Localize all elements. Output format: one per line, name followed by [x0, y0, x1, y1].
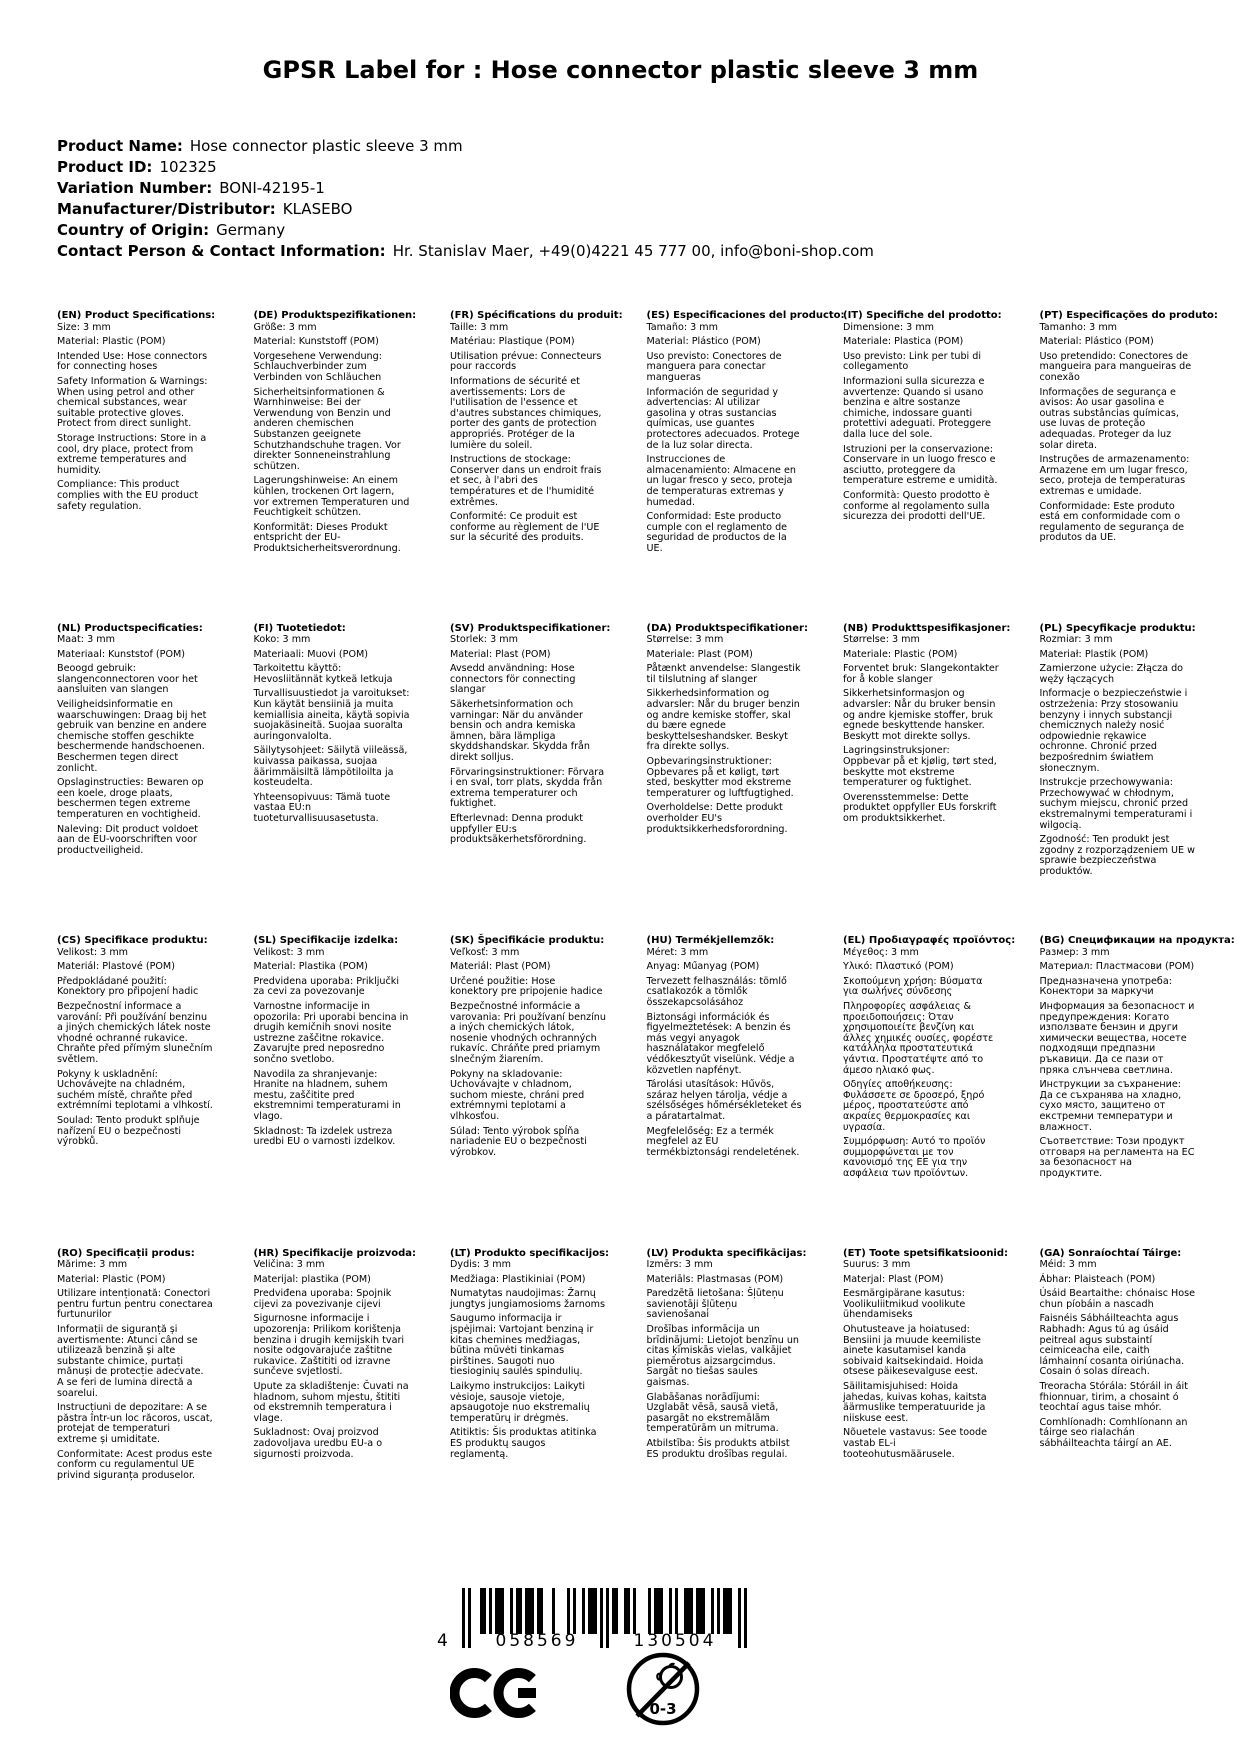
lang-block-ga — [1040, 1249, 1196, 1562]
product-name-row — [57, 136, 874, 157]
spec-paragraph: Drošības informācija un brīdinājumi: Lietojot benzīnu un citas ķīmiskās vielas, valkājiet piemērotus aizsargcimdus. Sargāt no tiešas saules gaismas. — [646, 1324, 799, 1389]
spec-paragraph: Instrukcje przechowywania: Przechowywać w chłodnym, suchym miejscu, chronić przed ekstremalnymi temperaturami i wilgocią. — [1039, 777, 1193, 831]
spec-paragraph: Sukladnost: Ovaj proizvod zadovoljava uredbu EU-a o sigurnosti proizvoda. — [253, 1427, 383, 1460]
page-title: GPSR Label for : Hose connector plastic sleeve 3 mm — [262, 56, 979, 84]
spec-paragraph: Sigurnosne informacije i upozorenja: Prilikom korištenja benzina i drugih kemijskih tvari nosite odgovarajuće zaštitne rukavice. Zaštititi od izravne sunčeve svjetlosti. — [253, 1313, 405, 1378]
spec-paragraph: Intended Use: Hose connectors for connecting hoses — [57, 350, 208, 373]
lang-block-title: (SK) Špecifikácie produktu: — [450, 935, 605, 946]
spec-paragraph: Materiaali: Muovi (POM) — [253, 648, 369, 660]
lang-block-title: (LT) Produkto specifikacijos: — [450, 1247, 610, 1259]
spec-paragraph: Koko: 3 mm — [253, 634, 311, 646]
spec-paragraph: Συμμόρφωση: Αυτό το προϊόν συμμορφώνεται με τον κανονισμό της ΕΕ για την ασφάλεια των προϊόντων. — [843, 1136, 986, 1179]
ce-mark-icon — [450, 1662, 542, 1724]
lang-block-lt — [450, 1247, 610, 1562]
barcode-left-digits: 058569 — [495, 1631, 579, 1651]
barcode-module — [744, 1588, 747, 1648]
lang-block-hr — [253, 1247, 417, 1562]
spec-paragraph: Σκοπούμενη χρήση: Βύσματα για σωλήνες σύνδεσης — [843, 975, 983, 998]
spec-paragraph: Faisnéis Sábháilteachta agus Rabhadh: Agus tú ag úsáid peitreal agus substaintí ceimiceacha eile, caith lámhainní cosanta oiriúnacha. Cosain ó solas díreach. — [1039, 1313, 1185, 1378]
contact-label: Contact Person & Contact Information: — [57, 242, 386, 260]
spec-paragraph: Zamierzone użycie: Złącza do węży łączących — [1039, 663, 1184, 685]
lang-block-title: (ET) Toote spetsifikatsioonid: — [843, 1247, 1009, 1259]
spec-paragraph: Größe: 3 mm — [253, 321, 317, 333]
lang-block-title: (FR) Spécifications du produit: — [450, 310, 623, 321]
spec-paragraph: Utilisation prévue: Connecteurs pour raccords — [450, 350, 602, 373]
spec-paragraph: Μέγεθος: 3 mm — [843, 946, 919, 958]
barcode-right-digits: 130504 — [633, 1631, 717, 1651]
spec-paragraph: Méret: 3 mm — [646, 946, 709, 958]
spec-paragraph: Velikost: 3 mm — [57, 946, 129, 958]
spec-paragraph: Съответствие: Този продукт отговаря на регламента на ЕС за безопасност на продуктите. — [1039, 1136, 1195, 1179]
lang-block-title: (NB) Produkttspesifikasjoner: — [843, 622, 1011, 634]
spec-paragraph: Úsáid Beartaithe: chónaisc Hose chun píobáin a nascadh — [1039, 1288, 1196, 1310]
spec-paragraph: Atbilstība: Šis produkts atbilst ES produktu drošības regulai. — [646, 1438, 790, 1460]
spec-paragraph: Materiaal: Kunststof (POM) — [57, 648, 186, 660]
lang-block-title: (EL) Προδιαγραφές προϊόντος: — [843, 935, 1016, 946]
spec-paragraph: Material: Plastika (POM) — [253, 961, 368, 973]
variation-number-label: Variation Number: — [57, 179, 213, 197]
spec-paragraph: Dimensione: 3 mm — [843, 321, 935, 333]
lang-block-title: (SL) Specifikacije izdelka: — [253, 935, 399, 946]
country-of-origin-value: Germany — [216, 221, 286, 239]
lang-block-title: (PT) Especificações do produto: — [1039, 310, 1218, 321]
spec-paragraph: Dydis: 3 mm — [450, 1259, 511, 1271]
spec-paragraph: Utilizare intenționată: Conectori pentru furtun pentru conectarea furtunurilor — [57, 1288, 213, 1321]
lang-block-nl — [57, 624, 213, 937]
lang-block-title: (EN) Product Specifications: — [57, 310, 216, 321]
spec-paragraph: Eesmärgipärane kasutus: Voolikuliitmikud voolikute ühendamiseks — [843, 1288, 966, 1321]
spec-paragraph: Materiale: Plast (POM) — [646, 648, 753, 660]
lang-block-fi — [254, 624, 410, 937]
spec-paragraph: Istruzioni per la conservazione: Conservare in un luogo fresco e asciutto, proteggere da temperature estreme e umidità. — [843, 443, 998, 487]
spec-paragraph: Maat: 3 mm — [57, 634, 115, 646]
age-warning-0-3-icon — [624, 1650, 702, 1728]
lang-block-cs — [57, 936, 213, 1249]
spec-paragraph: Säilitamisjuhised: Hoida jahedas, kuivas kohas, kaitsta äärmuslike temperatuuride ja niiskuse eest. — [843, 1381, 987, 1424]
barcode-prefix-digit: 4 — [437, 1631, 448, 1651]
spec-paragraph: Tamaño: 3 mm — [646, 321, 718, 333]
spec-paragraph: Overholdelse: Dette produkt overholder EU's produktsikkerhedsforordning. — [646, 802, 788, 835]
spec-paragraph: Materiál: Plast (POM) — [450, 961, 551, 973]
spec-paragraph: Material: Kunststoff (POM) — [253, 336, 379, 348]
lang-block-title: (DE) Produktspezifikationen: — [253, 310, 417, 321]
spec-paragraph: Anyag: Műanyag (POM) — [646, 961, 760, 973]
spec-paragraph: Säkerhetsinformation och varningar: När du använder bensin och andra kemiska ämnen, bära lämpliga skyddshandskar. Skydda från direkt solljus. — [450, 699, 590, 764]
language-specs-grid — [57, 311, 1236, 1561]
spec-paragraph: Efterlevnad: Denna produkt uppfyller EU:s produktsäkerhetsförordning. — [450, 813, 587, 846]
spec-paragraph: Glabāšanas norādījumi: Uzglabāt vēsā, sausā vietā, pasargāt no ekstremālām temperatūrām un mitruma. — [646, 1391, 779, 1435]
lang-block-sv — [450, 622, 611, 937]
spec-paragraph: Materiale: Plastica (POM) — [843, 336, 964, 348]
spec-paragraph: Material: Plast (POM) — [450, 648, 551, 660]
spec-paragraph: Méid: 3 mm — [1039, 1259, 1097, 1271]
product-id-label: Product ID: — [57, 158, 153, 176]
spec-paragraph: Lagringsinstruksjoner: Oppbevar på et kjølig, tørt sted, beskytte mot ekstreme temperaturer og fuktighet. — [843, 745, 997, 789]
variation-number-row — [57, 178, 874, 199]
spec-paragraph: Veiligheidsinformatie en waarschuwingen: Draag bij het gebruik van benzine en andere chemische stoffen geschikte beschermende handschoenen. Beschermen tegen direct zonlicht. — [57, 699, 207, 774]
spec-paragraph: Instrucțiuni de depozitare: A se păstra într-un loc răcoros, uscat, protejat de temperaturi extreme și umiditate. — [57, 1402, 213, 1445]
spec-paragraph: Soulad: Tento produkt splňuje nařízení EU o bezpečnosti výrobků. — [57, 1114, 200, 1148]
spec-paragraph: Naleving: Dit product voldoet aan de EU-voorschriften voor productveiligheid. — [57, 823, 199, 856]
spec-paragraph: Предназначена употреба: Конектори за маркучи — [1039, 975, 1172, 998]
spec-paragraph: Tárolási utasítások: Hűvös, száraz helyen tárolja, védje a szélsőséges hőmérsékleteket és a páratartalmat. — [646, 1079, 802, 1122]
lang-block-es — [646, 310, 845, 624]
spec-paragraph: Materijal: plastika (POM) — [253, 1273, 371, 1285]
spec-paragraph: Tamanho: 3 mm — [1039, 321, 1118, 333]
spec-paragraph: Размер: 3 mm — [1039, 946, 1110, 958]
spec-paragraph: Instructions de stockage: Conserver dans un endroit frais et sec, à l'abri des températures et de l'humidité extrêmes. — [450, 454, 602, 508]
spec-paragraph: Veličina: 3 mm — [253, 1259, 325, 1271]
lang-block-et — [843, 1247, 1009, 1562]
age-range-text: 0-3 — [649, 1700, 677, 1718]
spec-paragraph: Uso pretendido: Conectores de mangueira para mangueiras de conexão — [1039, 350, 1192, 383]
spec-paragraph: Size: 3 mm — [57, 321, 111, 333]
spec-paragraph: Tarkoitettu käyttö: Hevosliitännät kytkeä letkuja — [253, 663, 393, 685]
spec-paragraph: Ábhar: Plaisteach (POM) — [1039, 1273, 1156, 1285]
lang-block-hu — [647, 936, 803, 1249]
manufacturer-label: Manufacturer/Distributor: — [57, 200, 276, 218]
spec-paragraph: Súlad: Tento výrobok spĺňa nariadenie EÚ o bezpečnosti výrobkov. — [450, 1125, 587, 1158]
spec-paragraph: Megfelelőség: Ez a termék megfelel az EU termékbiztonsági rendeletének. — [646, 1125, 800, 1158]
spec-paragraph: Uso previsto: Conectores de manguera para conectar mangueras — [646, 350, 782, 383]
spec-paragraph: Matériau: Plastique (POM) — [450, 336, 575, 348]
lang-block-title: (HR) Specifikacije proizvoda: — [253, 1247, 417, 1259]
lang-block-it — [843, 310, 1002, 624]
spec-paragraph: Storlek: 3 mm — [450, 634, 518, 646]
lang-block-title: (NL) Productspecificaties: — [57, 622, 203, 634]
spec-paragraph: Beoogd gebruik: slangenconnectoren voor het aansluiten van slangen — [57, 663, 198, 696]
lang-block-el — [843, 935, 1016, 1249]
spec-paragraph: Информация за безопасност и предупреждения: Когато използвате бензин и други химически вещества, носете подходящи предпазни ръкавици. Да се пази от пряка слънчева светлина. — [1039, 1000, 1195, 1076]
spec-paragraph: Predvidena uporaba: Priključki za cevi za povezovanje — [253, 975, 399, 998]
product-name-label: Product Name: — [57, 137, 183, 155]
spec-paragraph: Izmērs: 3 mm — [646, 1259, 713, 1271]
spec-paragraph: Safety Information & Warnings: When using petrol and other chemical substances, wear suitable protective gloves. Protect from direct sunlight. — [57, 375, 208, 430]
spec-paragraph: Materiál: Plastové (POM) — [57, 961, 175, 973]
spec-paragraph: Conformidad: Este producto cumple con el reglamento de seguridad de productos de la UE. — [646, 511, 788, 554]
spec-paragraph: Instrucciones de almacenamiento: Almacene en un lugar fresco y seco, proteja de temperaturas extremas y humedad. — [646, 454, 796, 508]
product-name-value: Hose connector plastic sleeve 3 mm — [189, 137, 463, 155]
spec-paragraph: Atitiktis: Šis produktas atitinka ES produktų saugos reglamentą. — [450, 1427, 597, 1460]
lang-block-title: (CS) Specifikace produktu: — [57, 935, 208, 946]
spec-paragraph: Pokyny k uskladnění: Uchovávejte na chladném, suchém místě, chraňte před extrémními teplotami a vlhkostí. — [57, 1068, 213, 1112]
lang-block-title: (ES) Especificaciones del producto: — [646, 310, 845, 321]
product-id-row — [57, 157, 874, 178]
product-id-value: 102325 — [159, 158, 217, 176]
lang-block-fr — [450, 310, 623, 624]
spec-paragraph: Avsedd användning: Hose connectors för connecting slangar — [450, 663, 576, 696]
spec-paragraph: Opslaginstructies: Bewaren op een koele, droge plaats, beschermen tegen extreme temperaturen en vochtigheid. — [57, 777, 204, 820]
lang-block-title: (HU) Termékjellemzők: — [646, 935, 775, 946]
lang-block-title: (IT) Specifiche del prodotto: — [843, 310, 1002, 321]
spec-paragraph: Upute za skladištenje: Čuvati na hladnom, suhom mjestu, štititi od ekstremnih temperatura i vlage. — [253, 1381, 409, 1424]
spec-paragraph: Materiał: Plastik (POM) — [1039, 648, 1149, 660]
manufacturer-value: KLASEBO — [282, 200, 353, 218]
spec-paragraph: Οδηγίες αποθήκευσης: Φυλάσσετε σε δροσερό, ξηρό μέρος, προστατεύστε από ακραίες θερμοκρασίες και υγρασία. — [843, 1079, 985, 1133]
spec-paragraph: Predviđena uporaba: Spojnik cijevi za povezivanje cijevi — [253, 1288, 392, 1310]
spec-paragraph: Størrelse: 3 mm — [646, 634, 724, 646]
spec-paragraph: Bezpečnostné informácie a varovania: Pri používaní benzínu a iných chemických látok, nosenie vhodných ochranných rukavíc. Chráňte pred priamym slnečným žiarením. — [450, 1000, 606, 1065]
spec-paragraph: Conformidade: Este produto está em conformidade com o regulamento de segurança de produtos da UE. — [1039, 500, 1185, 544]
spec-paragraph: Turvallisuustiedot ja varoitukset: Kun käytät bensiiniä ja muita kemiallisia aineita, käytä sopivia suojakäsineitä. Suojaa suoralta auringonvalolta. — [253, 688, 410, 742]
spec-paragraph: Υλικό: Πλαστικό (POM) — [843, 961, 954, 973]
spec-paragraph: Información de seguridad y advertencias: Al utilizar gasolina y otras sustancias químicas, use guantes protectores adecuados. Protege de la luz solar directa. — [646, 386, 800, 451]
spec-paragraph: Material: Plástico (POM) — [1039, 336, 1154, 348]
spec-paragraph: Rozmiar: 3 mm — [1039, 634, 1113, 646]
lang-block-en — [57, 310, 216, 624]
spec-paragraph: Lagerungshinweise: An einem kühlen, trockenen Ort lagern, vor extremen Temperaturen und Feuchtigkeit schützen. — [253, 475, 410, 519]
spec-paragraph: Pokyny na skladovanie: Uchovávajte v chladnom, suchom mieste, chráni pred extrémnymi teplotami a vlhkosťou. — [450, 1068, 585, 1122]
spec-paragraph: Suurus: 3 mm — [843, 1259, 911, 1271]
spec-paragraph: Informações de segurança e avisos: Ao usar gasolina e outras substâncias químicas, use luvas de proteção adequadas. Proteger da luz solar direta. — [1039, 386, 1179, 451]
spec-paragraph: Instruções de armazenamento: Armazene em um lugar fresco, seco, proteja de temperaturas extremas e umidade. — [1039, 454, 1190, 497]
spec-paragraph: Sikkerhetsinformasjon og advarsler: Når du bruker bensin og andre kjemiske stoffer, bruk egnede beskyttende hansker. Beskytt mot direkte sollys. — [843, 688, 996, 742]
spec-paragraph: Saugumo informacija ir įspėjimai: Vartojant benziną ir kitas chemines medžiagas, būtina mūvėti tinkamas pirštines. Saugoti nuo tiesioginių saulės spindulių. — [450, 1313, 594, 1378]
spec-paragraph: Tervezett felhasználás: tömlő csatlakozók a tömlők összekapcsolásához — [646, 975, 787, 1008]
spec-paragraph: Velikost: 3 mm — [253, 946, 325, 958]
spec-paragraph: Säilytysohjeet: Säilytä viileässä, kuivassa paikassa, suojaa äärimmäisiltä lämpötiloilta ja kosteudelta. — [253, 745, 408, 789]
lang-block-title: (RO) Specificații produs: — [57, 1247, 195, 1259]
lang-block-nb — [843, 622, 1011, 937]
spec-paragraph: Sicherheitsinformationen & Warnhinweise: Bei der Verwendung von Benzin und anderen chemischen Substanzen geeignete Schutzhandschuhe tragen. Vor direkter Sonneneinstrahlung schützen. — [253, 386, 401, 472]
spec-paragraph: Numatytas naudojimas: Žarnų jungtys jungiamosioms žarnoms — [450, 1288, 605, 1310]
spec-paragraph: Conformità: Questo prodotto è conforme al regolamento sulla sicurezza dei prodotti dell'UE. — [843, 489, 990, 523]
spec-paragraph: Veľkosť: 3 mm — [450, 946, 520, 958]
lang-block-pt — [1039, 310, 1218, 624]
lang-block-bg — [1039, 935, 1235, 1249]
lang-block-sl — [254, 936, 410, 1249]
spec-paragraph: Størrelse: 3 mm — [843, 634, 920, 646]
lang-block-pl — [1040, 624, 1196, 937]
spec-paragraph: Overensstemmelse: Dette produktet oppfyller EUs forskrift om produktsikkerhet. — [843, 791, 997, 824]
spec-paragraph: Opbevaringsinstruktioner: Opbevares på et køligt, tørt sted, beskytter mod ekstreme temperaturer og luftfugtighed. — [646, 756, 794, 799]
contact-row — [57, 241, 874, 262]
spec-paragraph: Předpokládané použití: Konektory pro připojení hadic — [57, 975, 199, 998]
spec-paragraph: Förvaringsinstruktioner: Förvara i en sval, torr plats, skydda från extrema temperaturer och fuktighet. — [450, 766, 605, 810]
spec-paragraph: Material: Plástico (POM) — [646, 336, 761, 348]
lang-block-lv — [646, 1247, 807, 1562]
spec-paragraph: Πληροφορίες ασφάλειας & προειδοποιήσεις: Όταν χρησιμοποιείτε βενζίνη και άλλες χημικές ουσίες, φορέστε κατάλληλα προστατευτικά γάντια. Προστατέψτε από το άμεσο ηλιακό φως. — [843, 1000, 994, 1076]
spec-paragraph: Conformitate: Acest produs este conform cu regulamentul UE privind siguranța produselor. — [57, 1448, 213, 1481]
spec-paragraph: Инструкции за съхранение: Да се съхранява на хладно, сухо място, защитено от екстремни температури и влажност. — [1039, 1079, 1182, 1133]
spec-paragraph: Zgodność: Ten produkt jest zgodny z rozporządzeniem UE w sprawie bezpieczeństwa produktów. — [1039, 834, 1195, 877]
spec-paragraph: Materiāls: Plastmasas (POM) — [646, 1273, 784, 1285]
spec-paragraph: Materjal: Plast (POM) — [843, 1273, 944, 1285]
spec-paragraph: Mărime: 3 mm — [57, 1259, 128, 1271]
spec-paragraph: Material: Plastic (POM) — [57, 1273, 166, 1285]
lang-block-title: (DA) Produktspecifikationer: — [646, 622, 808, 634]
spec-paragraph: Uso previsto: Link per tubi di collegamento — [843, 350, 982, 373]
lang-block-title: (SV) Produktspecifikationer: — [450, 622, 611, 634]
spec-paragraph: Informazioni sulla sicurezza e avvertenze: Quando si usano benzina e altre sostanze chimiche, indossare guanti protettivi adeguati. Proteggere dalla luce del sole. — [843, 375, 991, 440]
spec-paragraph: Informații de siguranță și avertismente: Atunci când se utilizează benzină și alte substante chimice, purtați mănuși de protecție adecvate. A se feri de lumina directă a soarelui. — [57, 1324, 204, 1399]
spec-paragraph: Treoracha Stórála: Stóráil in áit fhionnuar, tirim, a chosaint ó teochtaí agus taise mhór. — [1039, 1381, 1188, 1414]
spec-paragraph: Comhlíonadh: Comhlíonann an táirge seo rialachán sábháilteachta táirgí an AE. — [1039, 1416, 1188, 1449]
spec-paragraph: Ohutusteave ja hoiatused: Bensiini ja muude keemiliste ainete kasutamisel kanda sobivaid kaitsekindaid. Hoida otsese päikesevalguse eest. — [843, 1324, 984, 1378]
spec-paragraph: Určené použitie: Hose konektory pre pripojenie hadice — [450, 975, 603, 998]
spec-paragraph: Påtænkt anvendelse: Slangestik til tilslutning af slanger — [646, 663, 801, 685]
lang-block-title: (PL) Specyfikacje produktu: — [1039, 622, 1196, 634]
country-of-origin-label: Country of Origin: — [57, 221, 210, 239]
spec-paragraph: Medžiaga: Plastikiniai (POM) — [450, 1273, 586, 1285]
contact-value: Hr. Stanislav Maer, +49(0)4221 45 777 00, info@boni-shop.com — [392, 242, 874, 260]
variation-number-value: BONI-42195-1 — [219, 179, 325, 197]
lang-block-title: (GA) Sonraíochtaí Táirge: — [1039, 1247, 1182, 1259]
country-of-origin-row — [57, 220, 874, 241]
lang-block-title: (LV) Produkta specifikācijas: — [646, 1247, 807, 1259]
spec-paragraph: Taille: 3 mm — [450, 321, 509, 333]
spec-paragraph: Vorgesehene Verwendung: Schlauchverbinder zum Verbinden von Schläuchen — [253, 350, 382, 383]
spec-paragraph: Compliance: This product complies with the EU product safety regulation. — [57, 479, 199, 512]
spec-paragraph: Varnostne informacije in opozorila: Pri uporabi bencina in drugih kemičnih snovi nosite ustrezne zaščitne rokavice. Zavarujte pred neposredno sončno svetlobo. — [253, 1000, 409, 1065]
lang-block-title: (BG) Спецификации на продукта: — [1039, 935, 1235, 946]
spec-paragraph: Materiale: Plastic (POM) — [843, 648, 958, 660]
spec-paragraph: Nõuetele vastavus: See toode vastab EL-i tooteohutusmäärusele. — [843, 1427, 987, 1460]
spec-paragraph: Paredzētā lietošana: Šļūteņu savienotāji šļūteņu savienošanai — [646, 1288, 784, 1321]
spec-paragraph: Material: Plastic (POM) — [57, 336, 166, 348]
spec-paragraph: Yhteensopivuus: Tämä tuote vastaa EU:n tuoteturvallisuusasetusta. — [253, 791, 391, 824]
spec-paragraph: Storage Instructions: Store in a cool, dry place, protect from extreme temperatures and humidity. — [57, 432, 207, 476]
spec-paragraph: Forventet bruk: Slangekontakter for å koble slanger — [843, 663, 999, 685]
spec-paragraph: Skladnost: Ta izdelek ustreza uredbi EU o varnosti izdelkov. — [253, 1125, 396, 1148]
spec-paragraph: Informations de sécurité et avertissements: Lors de l'utilisation de l'essence et d'autres substances chimiques, porter des gants de protection appropriés. Protéger de la lumière du soleil. — [450, 375, 602, 451]
spec-paragraph: Navodila za shranjevanje: Hranite na hladnem, suhem mestu, zaščitite pred ekstremnimi temperaturami in vlago. — [253, 1068, 401, 1122]
manufacturer-row — [57, 199, 874, 220]
spec-paragraph: Материал: Пластмасови (POM) — [1039, 961, 1195, 973]
lang-block-de — [253, 310, 417, 624]
lang-block-ro — [57, 1249, 213, 1562]
lang-block-da — [646, 622, 808, 937]
spec-paragraph: Konformität: Dieses Produkt entspricht der EU-Produktsicherheitsverordnung. — [253, 521, 401, 554]
spec-paragraph: Sikkerhedsinformation og advarsler: Når du bruger benzin og andre kemiske stoffer, skal du bære egnede beskyttelseshandsker. Beskyt fra direkte sollys. — [646, 688, 800, 753]
spec-paragraph: Laikymo instrukcijos: Laikyti vėsioje, sausoje vietoje, apsaugotoje nuo ekstremalių temperatūrų ir drėgmės. — [450, 1381, 590, 1424]
lang-block-title: (FI) Tuotetiedot: — [253, 622, 346, 634]
product-info-section — [57, 136, 874, 262]
spec-paragraph: Conformité: Ce produit est conforme au règlement de l'UE sur la sécurité des produits. — [450, 511, 600, 544]
spec-paragraph: Informacje o bezpieczeństwie i ostrzeżenia: Przy stosowaniu benzyny i innych substancji chemicznych należy nosić odpowiednie rękawice ochronne. Chronić przed bezpośrednim światłem słonecznym. — [1039, 688, 1188, 774]
lang-block-sk — [450, 936, 606, 1249]
spec-paragraph: Bezpečnostní informace a varování: Při používání benzinu a jiných chemických látek noste vhodné ochranné rukavice. Chraňte před přímým slunečním světlem. — [57, 1000, 213, 1065]
spec-paragraph: Biztonsági információk és figyelmeztetések: A benzin és más vegyi anyagok használatakor megfelelő védőkesztyűt viselünk. Védje a közvetlen napfényt. — [646, 1011, 795, 1076]
